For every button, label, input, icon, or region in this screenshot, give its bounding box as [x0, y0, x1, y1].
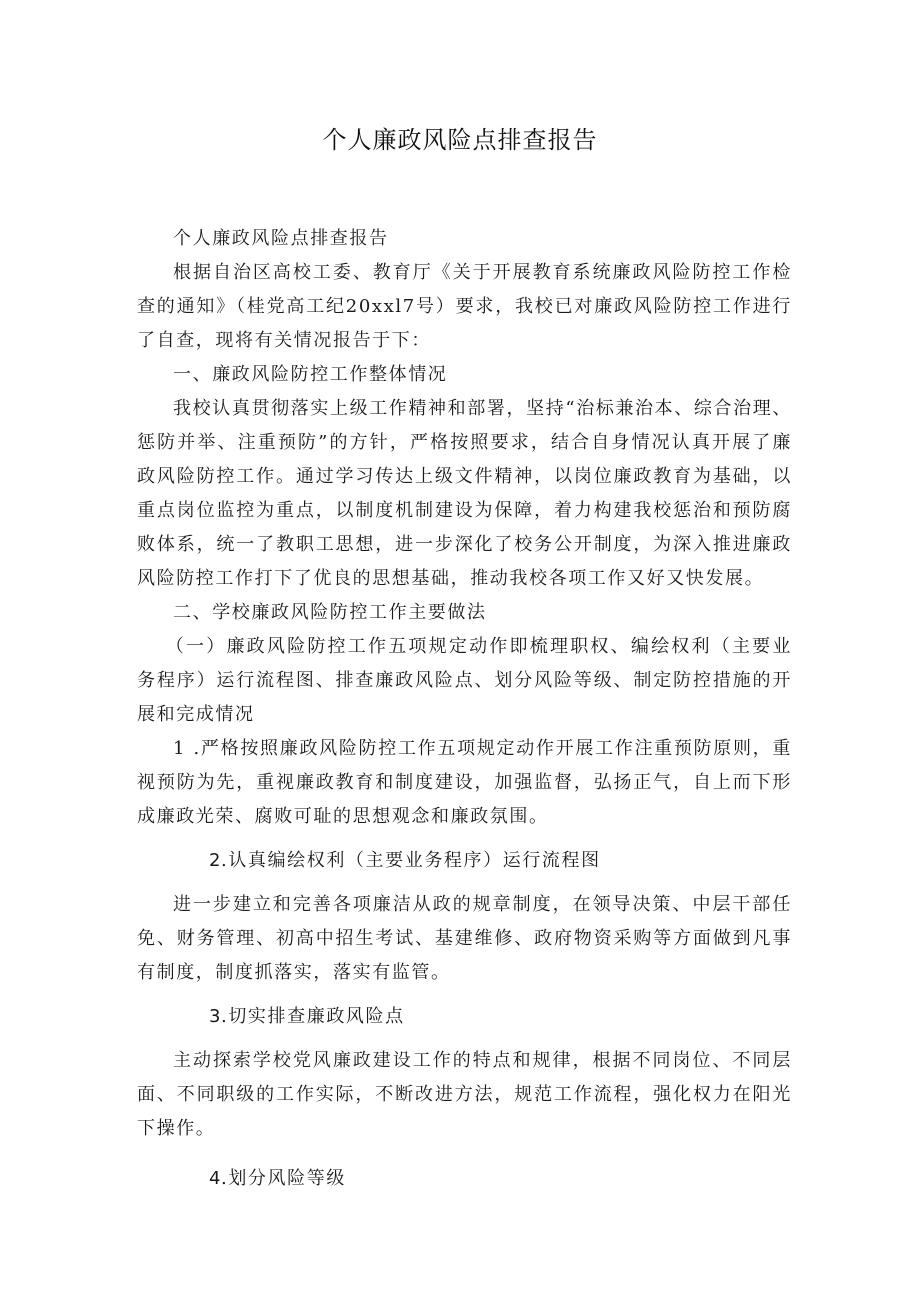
paragraph-heading: 个人廉政风险点排查报告 [173, 228, 389, 249]
item-2-text: .认真编绘权利（主要业务程序）运行流程图 [221, 850, 601, 871]
paragraph-intro: 根据自治区高校工委、教育厅《关于开展教育系统廉政风险防控工作检查的通知》（桂党高工纪20xxl7号）要求，我校已对廉政风险防控工作进行了自查，现将有关情况报告于下： [137, 262, 792, 351]
paragraph-section-1: 我校认真贯彻落实上级工作精神和部署，坚持“治标兼治本、综合治理、惩防并举、注重预防”的方针，严格按照要求，结合自身情况认真开展了廉政风险防控工作。通过学习传达上级文件精神，以岗位廉政教育为基础，以重点岗位监控为重点，以制度机制建设为保障，着力构建我校惩治和预防腐败体系，统一了教职工思想，进一步深化了校务公开制度，为深入推进廉政风险防控工作打下了优良的思想基础，推动我校各项工作又好又快发展。 [137, 398, 792, 589]
document-title: 个人廉政风险点排查报告 [322, 126, 598, 154]
item-2-number: 2 [209, 850, 221, 871]
section-heading-1: 一、廉政风险防控工作整体情况 [173, 364, 448, 385]
item-4-number: 4 [209, 1168, 221, 1189]
item-1: 1 .严格按照廉政风险防控工作五项规定动作开展工作注重预防原则，重视预防为先，重视廉政教育和制度建设，加强监督，弘扬正气，自上而下形成廉政光荣、腐败可耻的思想观念和廉政氛围。 [137, 738, 792, 827]
paragraph-item-2: 进一步建立和完善各项廉洁从政的规章制度，在领导决策、中层干部任免、财务管理、初高中招生考试、基建维修、政府物资采购等方面做到凡事有制度，制度抓落实，落实有监管。 [137, 894, 792, 983]
item-3-heading [137, 1000, 792, 1034]
section-heading-2: 二、学校廉政风险防控工作主要做法 [173, 602, 487, 623]
subsection-heading-1: （一）廉政风险防控工作五项规定动作即梳理职权、编绘权利（主要业务程序）运行流程图、排查廉政风险点、划分风险等级、制定防控措施的开展和完成情况 [137, 636, 792, 725]
item-3-number: 3 [209, 1006, 221, 1027]
item-3-text: .切实排查廉政风险点 [221, 1006, 405, 1027]
document-body [137, 222, 792, 1196]
item-4-text: .划分风险等级 [221, 1168, 346, 1189]
paragraph-item-3: 主动探索学校党风廉政建设工作的特点和规律，根据不同岗位、不同层面、不同职级的工作实际，不断改进方法，规范工作流程，强化权力在阳光下操作。 [137, 1050, 792, 1139]
item-2-heading [137, 844, 792, 878]
item-4-heading [137, 1162, 792, 1196]
